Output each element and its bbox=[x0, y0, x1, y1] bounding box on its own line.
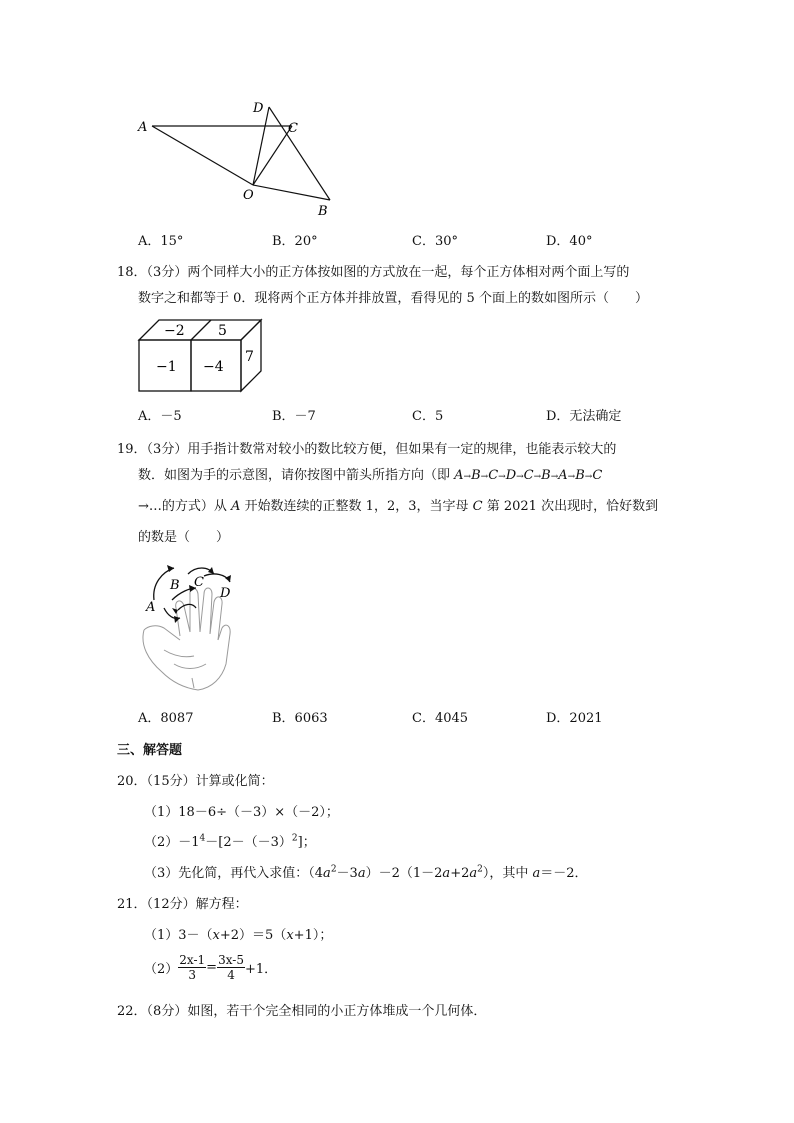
q19-line2 bbox=[138, 468, 602, 485]
sequence-letter: A bbox=[558, 468, 568, 483]
q20-part2: $(2)-1^4-[2-(-3)^2]$； bbox=[144, 833, 316, 850]
hand-label-A: A bbox=[146, 600, 156, 615]
q19-sequence bbox=[454, 468, 602, 483]
sequence-letter: B bbox=[541, 468, 551, 483]
sequence-letter: B bbox=[471, 468, 481, 483]
q19-option-c: C．4045 bbox=[412, 711, 469, 726]
q19-line3: →…的方式）从 A 开始数连续的正整数 1，2，3，当字母 C 第 2021 次出现时，恰好数到 bbox=[138, 499, 659, 514]
q21-title: 21．（12分）解方程： bbox=[117, 897, 248, 912]
q17-option-d: D．40° bbox=[546, 234, 593, 249]
fraction-1: $\frac{2x-1}{3}$ bbox=[179, 953, 206, 982]
sequence-letter: A bbox=[454, 468, 464, 483]
q19-option-d: D．2021 bbox=[546, 711, 603, 726]
hand-label-C: C bbox=[194, 575, 204, 590]
q18-line1: 18．（3分）两个同样大小的正方体按如图的方式放在一起，每个正方体相对两个面上写的 bbox=[117, 265, 630, 280]
arrow-icon: → bbox=[463, 472, 472, 482]
label-A: A bbox=[138, 120, 148, 135]
q17-option-b: B．20° bbox=[272, 234, 318, 249]
section-heading: 三、解答题 bbox=[117, 743, 183, 758]
arrow-icon: → bbox=[584, 472, 593, 482]
sequence-letter: C bbox=[488, 468, 499, 483]
arrow-icon: → bbox=[516, 472, 524, 482]
q18-option-b: B．－7 bbox=[272, 409, 316, 424]
q17-geometry-figure bbox=[130, 95, 340, 220]
q17-option-a: A．15° bbox=[138, 234, 184, 249]
sequence-letter: C bbox=[592, 468, 603, 483]
hand-label-B: B bbox=[170, 578, 180, 593]
hand-label-D: D bbox=[220, 586, 231, 601]
q21-part2: （2） $\frac{2x-1}{3}$ = $\frac{3x-5}{4}$ +1． bbox=[144, 953, 278, 982]
q19-line2-text: 数．如图为手的示意图，请你按图中箭头所指方向（即 bbox=[138, 468, 455, 483]
q19-option-a: A．8087 bbox=[138, 711, 194, 726]
arrow-icon: → bbox=[480, 472, 489, 482]
q18-option-a: A．－5 bbox=[138, 409, 182, 424]
sequence-letter: B bbox=[575, 468, 585, 483]
label-B: B bbox=[318, 204, 328, 219]
q19-line1: 19．（3分）用手指计数常对较小的数比较方便，但如果有一定的规律，也能表示较大的 bbox=[117, 442, 617, 457]
q20-part1: （1）18－6÷（－3）×（－2）； bbox=[144, 805, 339, 820]
arrow-icon: → bbox=[498, 472, 506, 482]
q18-line2: 数字之和都等于 0．现将两个正方体并排放置，看得见的 5 个面上的数如图所示（ ） bbox=[138, 291, 648, 306]
sequence-letter: D bbox=[505, 468, 517, 483]
label-O: O bbox=[243, 188, 254, 203]
cube-side: 7 bbox=[245, 349, 254, 365]
q18-option-d: D．无法确定 bbox=[546, 409, 622, 424]
q19-option-b: B．6063 bbox=[272, 711, 328, 726]
q19-line4: 的数是（ ） bbox=[138, 530, 230, 545]
arrow-icon: → bbox=[550, 472, 559, 482]
arrow-icon: → bbox=[533, 472, 542, 482]
q20-part3: （3）先化简，再代入求值：$(4a^2-3a)-2(1-2a+2a^2)$，其中 a＝－2． bbox=[144, 864, 588, 881]
cube-front-right: −4 bbox=[203, 359, 224, 375]
q21-part1: （1）3－（x+2）＝5（x+1）； bbox=[144, 928, 333, 943]
cube-front-left: −1 bbox=[156, 359, 177, 375]
q17-option-c: C．30° bbox=[412, 234, 458, 249]
cube-top-right: 5 bbox=[218, 323, 227, 339]
label-C: C bbox=[288, 121, 298, 136]
q20-title: 20．（15分）计算或化简： bbox=[117, 774, 274, 789]
q19-hand-figure bbox=[134, 560, 244, 695]
q22-title: 22．（8分）如图，若干个完全相同的小正方体堆成一个几何体． bbox=[117, 1004, 487, 1019]
arrow-icon: → bbox=[567, 472, 576, 482]
q18-cubes-figure bbox=[136, 316, 266, 396]
cube-top-left: −2 bbox=[164, 323, 185, 339]
q18-option-c: C．5 bbox=[412, 409, 444, 424]
sequence-letter: C bbox=[523, 468, 534, 483]
label-D: D bbox=[253, 101, 264, 116]
fraction-2: $\frac{3x-5}{4}$ bbox=[218, 953, 244, 982]
